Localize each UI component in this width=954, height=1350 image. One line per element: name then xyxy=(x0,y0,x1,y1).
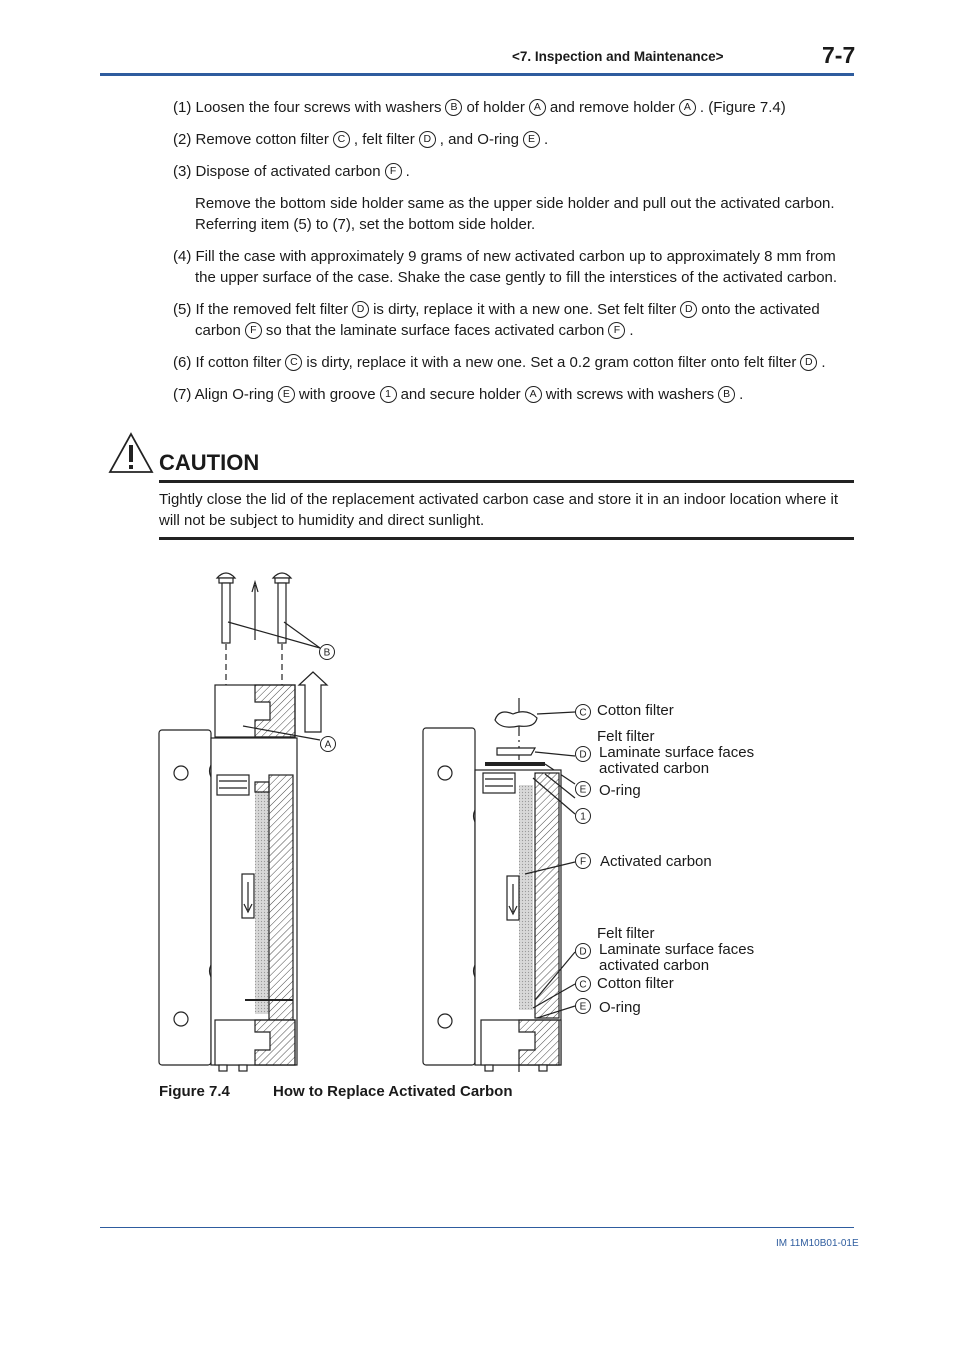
caution-title: CAUTION xyxy=(159,450,260,475)
mark-d: D xyxy=(680,301,697,318)
fig-marker-e-top xyxy=(576,782,591,797)
figure-number: Figure 7.4 xyxy=(159,1083,230,1100)
step-7: (7) Align O-ring E with groove 1 and secure holder A with screws with washers B . xyxy=(173,386,744,403)
fig-marker-f xyxy=(576,854,591,869)
fig-marker-c-top xyxy=(576,705,591,720)
label-oring-bottom: O-ring xyxy=(599,999,641,1016)
mark-a: A xyxy=(529,99,546,116)
step-5: (5) If the removed felt filter D is dirty, replace it with a new one. Set felt filter D onto the activated carbon F so that the laminate surface faces activated carbon F . xyxy=(173,301,820,339)
step-3: (3) Dispose of activated carbon F . xyxy=(173,163,410,180)
mark-e: E xyxy=(523,131,540,148)
figure-title: How to Replace Activated Carbon xyxy=(273,1083,513,1100)
fig-marker-b xyxy=(320,645,335,660)
step-4: (4) Fill the case with approximately 9 grams of new activated carbon up to approximately 8 mm from the upper surface of the case. Shake the case gently to fill the interstices of the activated carbon. xyxy=(173,248,838,286)
header-rule xyxy=(100,73,854,76)
mark-d: D xyxy=(419,131,436,148)
mark-c: C xyxy=(333,131,350,148)
mark-f: F xyxy=(385,163,402,180)
page-number: 7-7 xyxy=(822,42,856,68)
caution-text: Tightly close the lid of the replacement activated carbon case and store it in an indoor location where it will not be subject to humidity and direct sunlight. xyxy=(159,491,838,529)
mark-f: F xyxy=(245,322,262,339)
step-1: (1) Loosen the four screws with washers B of holder A and remove holder A . (Figure 7.4) xyxy=(173,99,786,116)
label-laminate-top-1: Laminate surface faces xyxy=(599,744,755,761)
label-oring-top: O-ring xyxy=(599,782,641,799)
fig-marker-a xyxy=(321,737,336,752)
fig-marker-c-bot xyxy=(576,977,591,992)
warning-triangle-icon xyxy=(108,432,154,474)
svg-text:B: B xyxy=(323,647,331,659)
mark-e: E xyxy=(278,386,295,403)
svg-text:D: D xyxy=(579,749,587,761)
mark-b: B xyxy=(718,386,735,403)
mark-c: C xyxy=(285,354,302,371)
fig-marker-1 xyxy=(576,809,591,824)
mark-b: B xyxy=(445,99,462,116)
svg-text:F: F xyxy=(579,856,587,868)
label-felt-filter-bottom: Felt filter xyxy=(597,925,655,942)
svg-text:1: 1 xyxy=(580,811,586,823)
label-laminate-bottom-2: activated carbon xyxy=(599,957,710,974)
document-id: IM 11M10B01-01E xyxy=(776,1238,859,1249)
svg-text:C: C xyxy=(579,707,587,719)
mark-f: F xyxy=(608,322,625,339)
section-title: <7. Inspection and Maintenance> xyxy=(512,49,724,64)
footer-rule xyxy=(100,1227,854,1228)
fig-marker-e-bot xyxy=(576,999,591,1014)
caution-top-rule xyxy=(159,480,854,483)
fig-marker-d-bot xyxy=(576,944,591,959)
step-6: (6) If cotton filter C is dirty, replace it with a new one. Set a 0.2 gram cotton filter onto felt filter D . xyxy=(173,354,826,371)
label-felt-filter-top: Felt filter xyxy=(597,728,655,745)
svg-text:D: D xyxy=(579,946,587,958)
svg-text:C: C xyxy=(579,979,587,991)
caution-bottom-rule xyxy=(159,537,854,540)
label-cotton-filter-bottom: Cotton filter xyxy=(597,975,674,992)
mark-d: D xyxy=(800,354,817,371)
step-2: (2) Remove cotton filter C , felt filter D , and O-ring E . xyxy=(173,131,549,148)
svg-text:A: A xyxy=(324,739,332,751)
step-3-note: Remove the bottom side holder same as the upper side holder and pull out the activated carbon. Referring item (5) to (7), set the bottom side holder. xyxy=(195,195,835,233)
svg-text:E: E xyxy=(579,784,587,796)
screw-left xyxy=(217,573,235,643)
label-laminate-top-2: activated carbon xyxy=(599,760,710,777)
mark-1: 1 xyxy=(380,386,397,403)
label-activated-carbon: Activated carbon xyxy=(600,853,712,870)
mark-a: A xyxy=(525,386,542,403)
mark-d: D xyxy=(352,301,369,318)
label-cotton-filter-top: Cotton filter xyxy=(597,702,674,719)
fig-marker-d-top xyxy=(576,747,591,762)
label-laminate-bottom-1: Laminate surface faces xyxy=(599,941,755,958)
screw-right xyxy=(273,573,291,643)
replacement-diagram xyxy=(155,560,875,1080)
svg-text:E: E xyxy=(579,1001,587,1013)
mark-a: A xyxy=(679,99,696,116)
